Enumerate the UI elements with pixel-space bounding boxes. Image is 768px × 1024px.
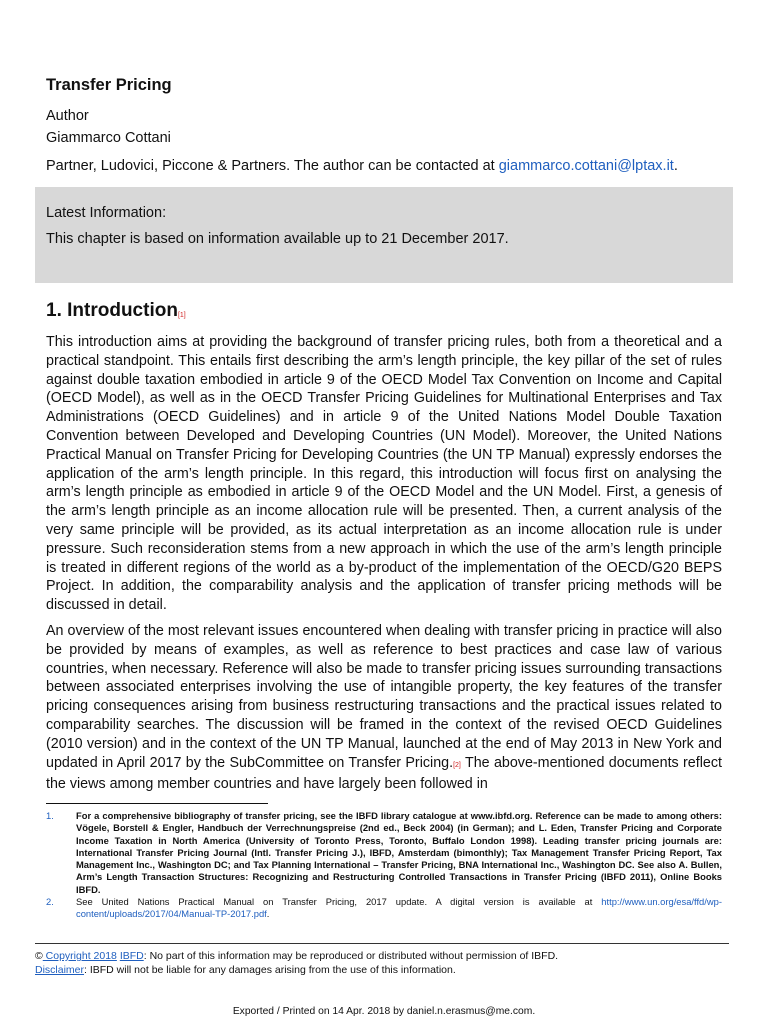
footnote-1-number[interactable]: 1. [46, 810, 54, 821]
footer-divider [35, 943, 729, 944]
paragraph2-text-a: An overview of the most relevant issues encountered when dealing with transfer pricing in practice will also be provided by means of examples, as well as reference to best practices and case law of various countries, when necessary. Reference will also be made to transfer pricing issues surrounding transactions between associated enterprises involving the use of intangible property, the key features of the transfer pricing consequences arising from business restructuring transactions and the practical issues related to comparability searches. The discussion will be framed in the context of the revised OECD Guidelines (2010 version) and in the context of the UN TP Manual, launched at the end of May 2013 in New York and updated in April 2017 by the SubCommittee on Transfer Pricing. [46, 623, 722, 771]
latest-info-label: Latest Information: [46, 205, 167, 221]
copyright-text: : No part of this information may be reproduced or distributed without permission of IBFD. [143, 950, 559, 962]
copyright-line [35, 949, 729, 963]
footnote-ref-1[interactable]: [1] [177, 312, 186, 319]
author-name: Giammarco Cottani [46, 130, 171, 146]
un-manual-link[interactable]: http://www.un.org/esa/ffd/wp-content/uploads/2017/04/Manual-TP-2017.pdf [76, 896, 722, 920]
footnote-2-text-a: See United Nations Practical Manual on Transfer Pricing, 2017 update. A digital version is available at [76, 896, 602, 907]
latest-info-text: This chapter is based on information available up to 21 December 2017. [46, 231, 509, 247]
latest-information-box [35, 187, 733, 283]
author-label: Author [46, 108, 89, 124]
disclaimer-link[interactable]: Disclaimer [35, 964, 85, 976]
section-heading [46, 300, 186, 322]
affiliation-end: . [673, 158, 678, 174]
author-affiliation [46, 158, 678, 174]
disclaimer-line [35, 963, 729, 977]
paragraph2-text-b: The above-mentioned documents reflect the views among member countries and have largely been followed in [46, 754, 722, 793]
footnote-ref-2[interactable]: [2] [453, 761, 461, 769]
disclaimer-text: : IBFD will not be liable for any damages arising from the use of this information. [84, 964, 456, 976]
footnote-2-text [76, 896, 722, 921]
footnote-2-number[interactable]: 2. [46, 896, 54, 907]
footnote-divider [46, 803, 268, 804]
copyright-link[interactable]: Copyright 2018 [42, 950, 117, 962]
document-title: Transfer Pricing [46, 76, 172, 94]
affiliation-text: Partner, Ludovici, Piccone & Partners. The author can be contacted at [46, 158, 499, 174]
intro-paragraph-2 [46, 622, 722, 794]
footnote-2-text-b: . [266, 908, 270, 920]
export-note: Exported / Printed on 14 Apr. 2018 by daniel.n.erasmus@me.com. [232, 1006, 536, 1017]
footnote-1-text: For a comprehensive bibliography of transfer pricing, see the IBFD library catalogue at www.ibfd.org. Reference can be made to among others: Vögele, Borstell & Engler, Handbuch der Verrechnungspreise (2nd ed., Beck 2004) (in German); and L. Eden, Transfer Pricing and Corporate Income Taxation in North America (University of Toronto Press, Toronto, Buffalo London 1998). Leading transfer pricing journals are: International Transfer Pricing Journal (Intl. Transfer Pricing J.), IBFD, Amsterdam (bimonthly); Tax Management Transfer Pricing Report, Tax Management Inc., Washington DC; and Tax Planning International – Transfer Pricing, BNA International Inc., Washington DC. See also A. Bullen, Arm’s Length Transaction Structures: Recognizing and Restructuring Controlled Transactions in Transfer Pricing (IBFD 2011), Online Books IBFD. [76, 810, 722, 895]
author-email-link[interactable]: giammarco.cottani@lptax.it [498, 158, 674, 174]
ibfd-link[interactable]: IBFD [119, 950, 144, 962]
copyright-notice [35, 949, 729, 977]
section-heading-text: 1. Introduction [46, 300, 178, 321]
footnote-2 [46, 896, 722, 921]
intro-paragraph-1: This introduction aims at providing the background of transfer pricing rules, both from a theoretical and a practical standpoint. This entails first describing the arm’s length principle, the key pillar of the set of rules against double taxation embodied in article 9 of the OECD Model Tax Convention on Income and Capital (OECD Model), as well as in the OECD Transfer Pricing Guidelines for Multinational Enterprises and Tax Administrations (OECD Guidelines) and in article 9 of the United Nations Model Double Taxation Convention between Developed and Developing Countries (UN Model). Moreover, the United Nations Practical Manual on Transfer Pricing for Developing Countries (the UN TP Manual) expressly endorses the application of the arm’s length principle. In this regard, this introduction will focus first on analysing the arm’s length principle as embodied in article 9 of the OECD Model and the UN Model. First, a genesis of the arm’s length principle as an income allocation rule will be presented. Then, a current analysis of the very same principle will be provided, as its actual interpretation as an income allocation rule is under pressure. Such reconsideration stems from a new approach in which the use of the arm’s length principle is treated in different regions of the world as a by-product of the implementation of the OECD/G20 BEPS Project. In addition, the comparability analysis and the application of transfer pricing methods will be discussed in detail. [46, 334, 722, 614]
copyright-symbol: © [35, 950, 43, 962]
footnote-1 [46, 810, 722, 896]
